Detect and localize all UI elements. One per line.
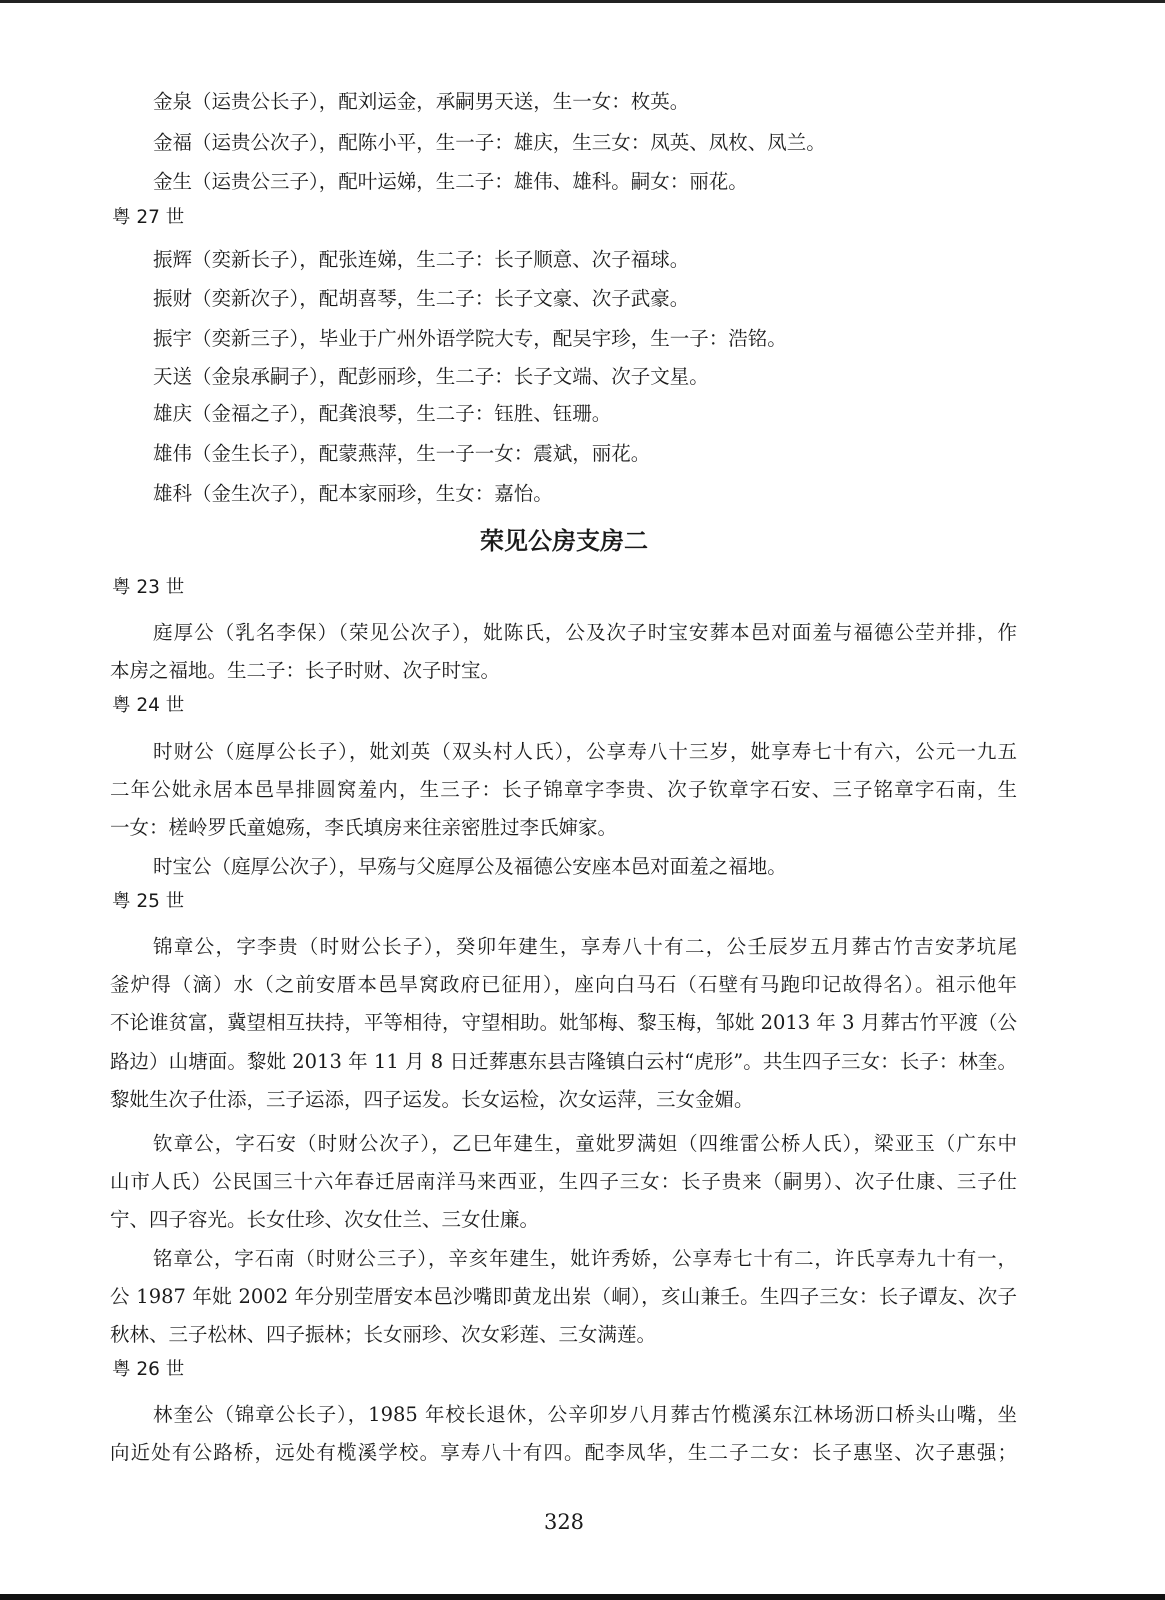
paragraph-line: 釜炉得（滴）水（之前安厝本邑旱窝政府已征用），座向白马石（石壁有马跑印记故得名）。祖示他年 bbox=[110, 973, 1017, 997]
paragraph-line: 钦章公，字石安（时财公次子），乙巳年建生，童妣罗满妲（四维雷公桥人氏），梁亚玉（广东中 bbox=[153, 1132, 1017, 1155]
generation-label: 粤 25 世 bbox=[112, 891, 185, 912]
section-title: 荣见公房支房二 bbox=[480, 527, 648, 555]
paragraph-line: 庭厚公（乳名李保）（荣见公次子），妣陈氏，公及次子时宝安葬本邑对面羞与福德公茔并排，作 bbox=[153, 621, 1017, 644]
paragraph-line: 宁、四子容光。长女仕珍、次女仕兰、三女仕廉。 bbox=[110, 1208, 540, 1232]
paragraph-line: 本房之福地。生二子：长子时财、次子时宝。 bbox=[110, 659, 501, 683]
paragraph-line: 黎妣生次子仕添，三子运添，四子运发。长女运检，次女运萍，三女金媚。 bbox=[110, 1087, 754, 1111]
entry-line: 金生（运贵公三子），配叶运娣，生二子：雄伟、雄科。嗣女：丽花。 bbox=[153, 170, 748, 193]
paragraph-line: 不论谁贫富，冀望相互扶持，平等相待，守望相助。妣邹梅、黎玉梅，邹妣 2013 年 3 月葬古竹平渡（公 bbox=[110, 1011, 1017, 1035]
paragraph-line: 路边）山塘面。黎妣 2013 年 11 月 8 日迁葬惠东县吉隆镇白云村“虎形”。共生四子三女：长子：林奎。 bbox=[110, 1049, 1017, 1073]
paragraph-line: 铭章公，字石南（时财公三子），辛亥年建生，妣许秀娇，公享寿七十有二，许氏享寿九十有一， bbox=[153, 1247, 1017, 1270]
entry-line: 雄科（金生次子），配本家丽珍，生女：嘉怡。 bbox=[153, 482, 553, 505]
paragraph bbox=[110, 1125, 1017, 1240]
paragraph-line: 向近处有公路桥，远处有榄溪学校。享寿八十有四。配李凤华，生二子二女：长子惠坚、次子惠强； bbox=[110, 1441, 1017, 1465]
paragraph-line: 山市人氏）公民国三十六年春迁居南洋马来西亚，生四子三女：长子贵来（嗣男）、次子仕康、三子仕 bbox=[110, 1170, 1017, 1194]
entry-line: 天送（金泉承嗣子），配彭丽珍，生二子：长子文端、次子文星。 bbox=[153, 365, 709, 388]
paragraph-line: 公 1987 年妣 2002 年分别茔厝安本邑沙嘴即黄龙出岽（峒），亥山兼壬。生四子三女：长子谭友、次子 bbox=[110, 1285, 1017, 1309]
paragraph bbox=[110, 733, 1017, 848]
generation-label: 粤 27 世 bbox=[112, 207, 185, 228]
entry-line: 振辉（奕新长子），配张连娣，生二子：长子顺意、次子福球。 bbox=[153, 248, 690, 271]
paragraph bbox=[110, 928, 1017, 1119]
entry-line: 雄伟（金生长子），配蒙燕萍，生一子一女：震斌，丽花。 bbox=[153, 442, 651, 465]
paragraph-line: 一女：槎岭罗氏童媳殇，李氏填房来往亲密胜过李氏婶家。 bbox=[110, 816, 618, 840]
top-rule bbox=[0, 0, 1165, 3]
paragraph-line: 林奎公（锦章公长子），1985 年校长退休，公辛卯岁八月葬古竹榄溪东江林场沥口桥头山嘴，坐 bbox=[153, 1403, 1017, 1426]
paragraph bbox=[110, 614, 1017, 690]
paragraph bbox=[110, 1240, 1017, 1355]
page-number: 328 bbox=[543, 1510, 585, 1534]
paragraph-line: 锦章公，字李贵（时财公长子），癸卯年建生，享寿八十有二，公壬辰岁五月葬古竹吉安茅坑尾 bbox=[153, 935, 1017, 958]
paragraph-line: 时财公（庭厚公长子），妣刘英（双头村人氏），公享寿八十三岁，妣享寿七十有六，公元一九五 bbox=[153, 740, 1017, 763]
entry-line: 振宇（奕新三子），毕业于广州外语学院大专，配吴宇珍，生一子：浩铭。 bbox=[153, 327, 787, 350]
generation-label: 粤 26 世 bbox=[112, 1359, 185, 1380]
paragraph-line: 时宝公（庭厚公次子），早殇与父庭厚公及福德公安座本邑对面羞之福地。 bbox=[153, 855, 787, 878]
generation-label: 粤 24 世 bbox=[112, 695, 185, 716]
generation-label: 粤 23 世 bbox=[112, 577, 185, 598]
entry-line: 金福（运贵公次子），配陈小平，生一子：雄庆，生三女：凤英、凤枚、凤兰。 bbox=[153, 131, 826, 154]
paragraph bbox=[110, 1396, 1017, 1472]
paragraph-line: 二年公妣永居本邑旱排圆窝羞内，生三子：长子锦章字李贵、次子钦章字石安、三子铭章字石南，生 bbox=[110, 778, 1017, 802]
paragraph bbox=[110, 848, 1017, 886]
entry-line: 雄庆（金福之子），配龚浪琴，生二子：钰胜、钰珊。 bbox=[153, 402, 612, 425]
entry-line: 金泉（运贵公长子），配刘运金，承嗣男天送，生一女：枚英。 bbox=[153, 90, 690, 113]
bottom-rule bbox=[0, 1594, 1165, 1600]
entry-line: 振财（奕新次子），配胡喜琴，生二子：长子文豪、次子武豪。 bbox=[153, 287, 690, 310]
paragraph-line: 秋林、三子松林、四子振林；长女丽珍、次女彩莲、三女满莲。 bbox=[110, 1323, 657, 1347]
